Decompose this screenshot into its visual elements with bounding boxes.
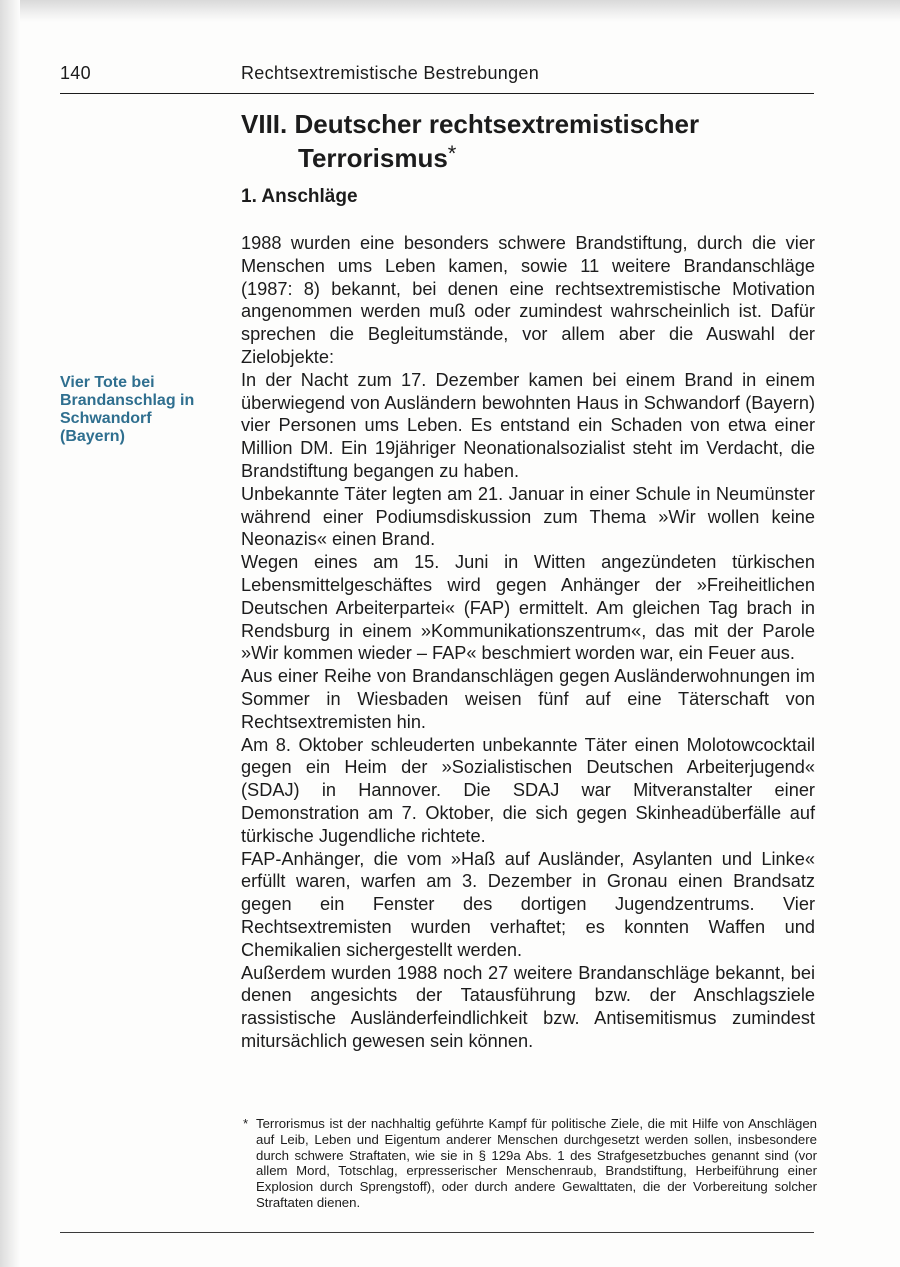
paragraph-neumuenster: Unbekannte Täter legten am 21. Januar in einer Schule in Neumünster während einer Podiumsdiskussion zum Thema »Wir wollen keine Neonazis« einen Brand.: [241, 483, 815, 550]
margin-note-line: (Bayern): [60, 428, 125, 445]
paragraph-summary: Außerdem wurden 1988 noch 27 weitere Brandanschläge bekannt, bei denen angesichts der Tatausführung bzw. der Anschlagsziele rassistische Ausländerfeindlichkeit bzw. Antisemitismus zumindest mitursächlich gewesen sein können.: [241, 962, 815, 1051]
footer-rule: [60, 1232, 814, 1233]
paragraph-intro: 1988 wurden eine besonders schwere Brandstiftung, durch die vier Menschen ums Leben kamen, sowie 11 weitere Brandanschläge (1987: 8) bekannt, bei denen eine rechtsextremistische Motivation angenommen werden muß oder zumindest wahrscheinlich ist. Dafür sprechen die Begleitumstände, vor allem aber die Auswahl der Zielobjekte:: [241, 233, 815, 367]
chapter-title-line2: [241, 139, 801, 173]
paragraph-witten-rendsburg: Wegen eines am 15. Juni in Witten angezündeten türkischen Lebensmittelgeschäftes wird gegen Anhänger der »Freiheitlichen Deutschen Arbeiterpartei« (FAP) ermittelt. Am gleichen Tag brach in Rendsburg in einem »Kommunikationszentrum«, das mit der Parole »Wir kommen wieder – FAP« beschmiert worden war, ein Feuer aus.: [241, 552, 815, 664]
margin-note-line: Vier Tote bei: [60, 374, 155, 391]
paragraph-hannover: Am 8. Oktober schleuderten unbekannte Täter einen Molotowcocktail gegen ein Heim der »Sozialistischen Deutschen Arbeiterjugend« (SDAJ) in Hannover. Die SDAJ war Mitveranstalter einer Demonstration am 7. Oktober, die sich gegen Skinheadüberfälle auf türkische Jugendliche richtete.: [241, 734, 815, 846]
paragraph-schwandorf: In der Nacht zum 17. Dezember kamen bei einem Brand in einem überwiegend von Ausländern bewohnten Haus in Schwandorf (Bayern) vier Personen ums Leben. Es entstand ein Schaden von etwa einer Million DM. Ein 19jähriger Neonationalsozialist steht im Verdacht, die Brandstiftung begangen zu haben.: [241, 369, 815, 481]
running-head: Rechtsextremistische Bestrebungen: [241, 63, 540, 83]
scan-left-edge: [0, 0, 20, 1267]
margin-note-line: Schwandorf: [60, 410, 152, 427]
footnote-reference-mark: *: [447, 141, 457, 166]
chapter-title-word: Terrorismus: [298, 143, 448, 173]
margin-note-line: Brandanschlag in: [60, 392, 195, 409]
paragraph-gronau: FAP-Anhänger, die vom »Haß auf Ausländer, Asylanten und Linke« erfüllt waren, warfen am 3. Dezember in Gronau einen Brandsatz gegen ein Fenster des dortigen Jugendzentrums. Vier Rechtsextremisten wurden verhaftet; es konnten Waffen und Chemikalien sichergestellt werden.: [241, 848, 815, 960]
page-number: 140: [60, 63, 91, 83]
header-rule: [60, 93, 814, 94]
section-heading: 1. Anschläge: [241, 186, 358, 207]
chapter-title: [241, 110, 801, 173]
scan-top-edge: [0, 0, 900, 22]
footnote-mark: *: [243, 1116, 249, 1131]
body-text: [241, 232, 815, 1053]
paragraph-wiesbaden: Aus einer Reihe von Brandanschlägen gegen Ausländerwohnungen im Sommer in Wiesbaden weisen fünf auf eine Täterschaft von Rechtsextremisten hin.: [241, 666, 815, 732]
footnote: [245, 1116, 817, 1211]
footnote-text: Terrorismus ist der nachhaltig geführte Kampf für politische Ziele, die mit Hilfe von Anschlägen auf Leib, Leben und Eigentum anderer Menschen durchgesetzt werden sollen, insbesondere durch schwere Straftaten, wie sie in § 129a Abs. 1 des Strafgesetzbuches genannt sind (vor allem Mord, Totschlag, erpresserischer Menschenraub, Brandstiftung, Herbeiführung einer Explosion durch Sprengstoff), oder durch andere Gewalttaten, die der Vorbereitung solcher Straftaten dienen.: [256, 1116, 817, 1210]
margin-note: [60, 374, 210, 446]
chapter-title-line1: VIII. Deutscher rechtsextremistischer: [241, 109, 700, 139]
